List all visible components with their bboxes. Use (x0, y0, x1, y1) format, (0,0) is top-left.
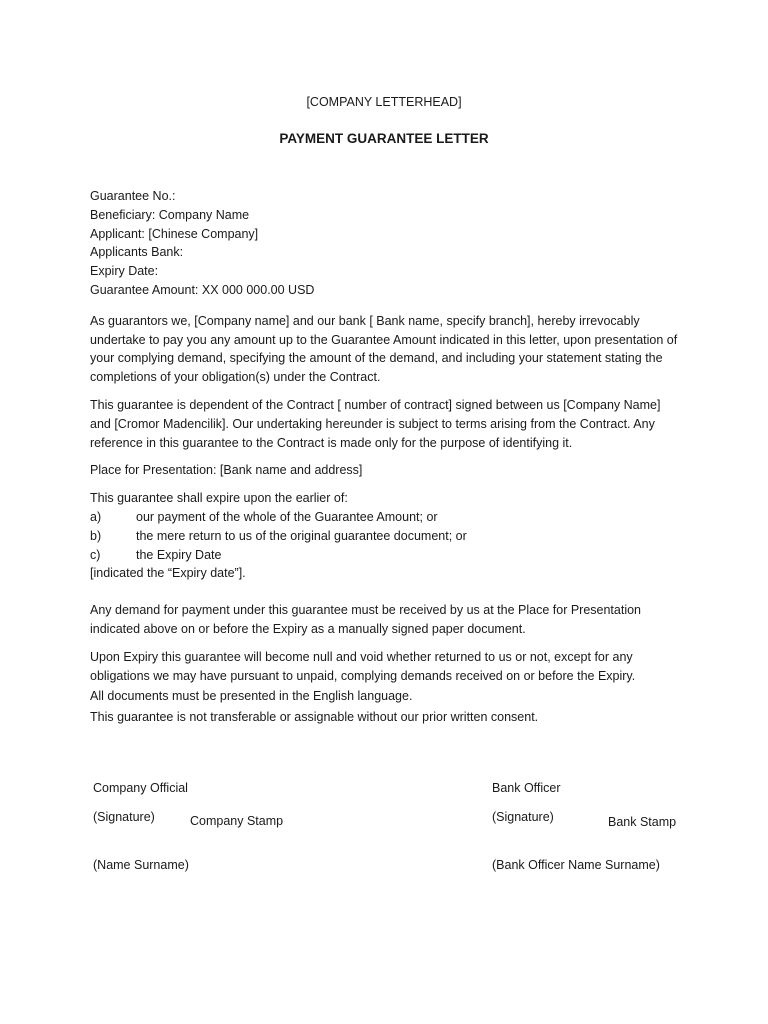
applicant-field: Applicant: [Chinese Company] (90, 226, 259, 241)
list-marker: a) (90, 509, 102, 524)
company-stamp-label: Company Stamp (190, 814, 284, 828)
list-marker: b) (90, 528, 102, 543)
list-item-text: the mere return to us of the original guarantee document; or (136, 528, 467, 543)
bank-officer-name-label: (Bank Officer Name Surname) (492, 858, 660, 872)
bank-officer-label: Bank Officer (492, 781, 561, 795)
company-letterhead: [COMPANY LETTERHEAD] (306, 95, 462, 109)
null-void-paragraph: Upon Expiry this guarantee will become null and void whether returned to us or not, except for any obligations we may have pursuant to unpaid, complying demands received on or before the Expiry. (90, 649, 636, 683)
expiry-intro: This guarantee shall expire upon the earlier of: (90, 491, 348, 506)
list-item (90, 527, 680, 546)
transfer-paragraph: This guarantee is not transferable or assignable without our prior written consent. (90, 710, 539, 725)
place-for-presentation: Place for Presentation: [Bank name and address] (90, 463, 363, 478)
beneficiary-field: Beneficiary: Company Name (90, 207, 250, 222)
guarantee-no-field: Guarantee No.: (90, 189, 176, 203)
guarantee-fields (90, 187, 680, 300)
expiry-list (90, 508, 680, 564)
list-item-text: our payment of the whole of the Guarantee Amount; or (136, 509, 438, 524)
document-title: PAYMENT GUARANTEE LETTER (279, 131, 489, 146)
dependency-paragraph: This guarantee is dependent of the Contract [ number of contract] signed between us [Company Name] and [Cromor Madencilik]. Our undertaking hereunder is subject to terms arising from the Contract. Any reference in this guarantee to the Contract is made only for the purpose of identifying it. (90, 397, 661, 450)
company-signature-label: (Signature) (93, 810, 155, 824)
letter-body (90, 187, 680, 727)
language-paragraph: All documents must be presented in the English language. (90, 689, 413, 704)
company-name-surname-label: (Name Surname) (93, 858, 189, 872)
list-item-text: the Expiry Date (136, 547, 222, 562)
list-item (90, 508, 680, 527)
expiry-date-field: Expiry Date: (90, 264, 159, 279)
list-item (90, 546, 680, 565)
list-marker: c) (90, 547, 101, 562)
bank-stamp-label: Bank Stamp (608, 815, 677, 829)
undertaking-paragraph: As guarantors we, [Company name] and our bank [ Bank name, specify branch], hereby irrevocably undertake to pay you any amount up to the Guarantee Amount indicated in this letter, upon presentation of your complying demand, specifying the amount of the demand, and including your statement stating the completions of your obligation(s) under the Contract. (90, 313, 678, 385)
expiry-note: [indicated the “Expiry date”]. (90, 566, 246, 581)
demand-paragraph: Any demand for payment under this guarantee must be received by us at the Place for Presentation indicated above on or before the Expiry as a manually signed paper document. (90, 603, 642, 636)
company-official-label: Company Official (93, 781, 188, 795)
bank-signature-label: (Signature) (492, 810, 554, 824)
applicants-bank-field: Applicants Bank: (90, 245, 184, 260)
guarantee-amount-field: Guarantee Amount: XX 000 000.00 USD (90, 282, 315, 297)
